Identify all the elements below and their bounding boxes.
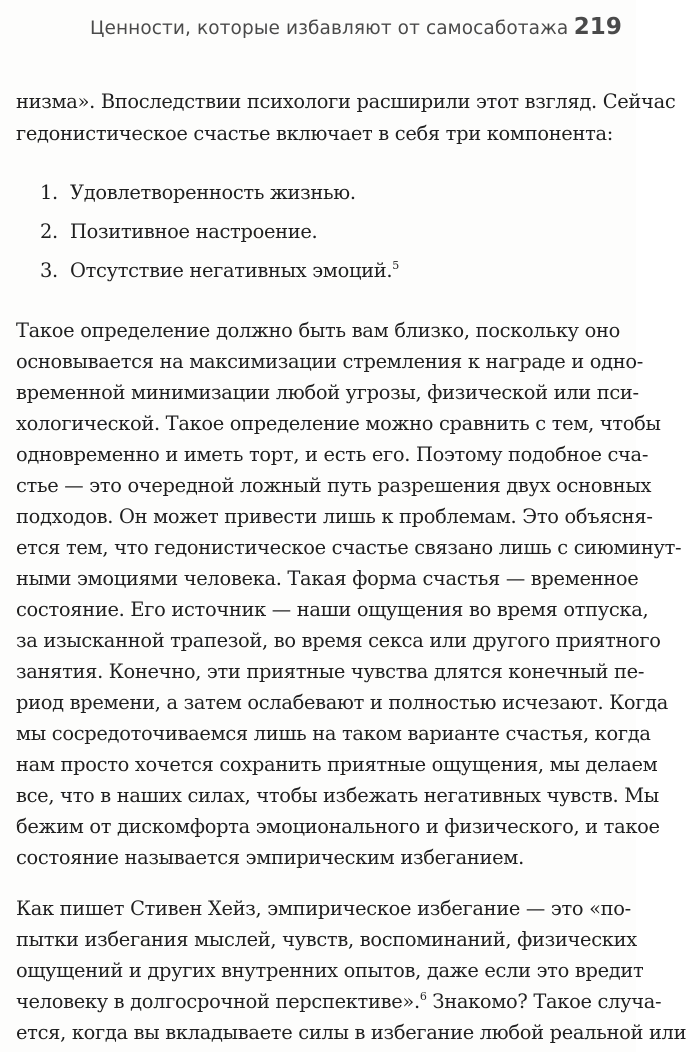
paragraph-line: основывается на максимизации стремления к награде и одно-: [16, 350, 644, 373]
paragraph-line: нам просто хочется сохранить приятные ощущения, мы делаем: [16, 753, 658, 776]
paragraph-line: все, что в наших силах, чтобы избежать негативных чувств. Мы: [16, 784, 659, 807]
paragraph-line: ется тем, что гедонистическое счастье связано лишь с сиюминут-: [16, 536, 682, 559]
paragraph-line: Как пишет Стивен Хейз, эмпирическое избегание — это «по-: [16, 897, 631, 920]
intro-line-2: гедонистическое счастье включает в себя три компонента:: [16, 122, 614, 145]
paragraph-line: хологической. Такое определение можно сравнить с тем, чтобы: [16, 412, 661, 435]
paragraph-line: риод времени, а затем ослабевают и полностью исчезают. Когда: [16, 691, 669, 714]
paragraph-line: бежим от дискомфорта эмоционального и физического, и такое: [16, 815, 660, 838]
list-item-2: [40, 217, 317, 247]
paragraph-line: пытки избегания мыслей, чувств, воспоминаний, физических: [16, 928, 637, 951]
list-text: Отсутствие негативных эмоций.: [70, 259, 393, 282]
paragraph-line: стье — это очередной ложный путь разрешения двух основных: [16, 474, 652, 497]
line-text: человеку в долгосрочной перспективе».: [16, 990, 420, 1013]
intro-line-1: низма». Впоследствии психологи расширили этот взгляд. Сейчас: [16, 90, 676, 113]
line-text: Знакомо? Такое случа-: [426, 990, 662, 1013]
list-text: Позитивное настроение.: [70, 220, 318, 243]
paragraph-line: занятия. Конечно, эти приятные чувства длятся конечный пе-: [16, 660, 645, 683]
paragraph-line: подходов. Он может привести лишь к проблемам. Это объясня-: [16, 505, 653, 528]
list-number: 3.: [40, 259, 58, 282]
list-number: 2.: [40, 220, 58, 243]
paragraph-line: ется, когда вы вкладываете силы в избегание любой реальной или: [16, 1021, 686, 1044]
paragraph-line: [16, 987, 662, 1017]
running-title: Ценности, которые избавляют от самосаботажа: [90, 18, 569, 39]
paragraph-line: состояние называется эмпирическим избеганием.: [16, 846, 524, 869]
footnote-ref: 5: [392, 259, 399, 272]
footnote-ref: 6: [419, 990, 427, 1003]
paragraph-line: ными эмоциями человека. Такая форма счастья — временное: [16, 567, 639, 590]
paragraph-line: мы сосредоточиваемся лишь на таком варианте счастья, когда: [16, 722, 651, 745]
list-number: 1.: [40, 181, 58, 204]
page-number: 219: [573, 14, 622, 40]
paragraph-line: Такое определение должно быть вам близко, поскольку оно: [16, 319, 620, 342]
list-item-3: [40, 256, 399, 286]
paragraph-line: за изысканной трапезой, во время секса или другого приятного: [16, 629, 661, 652]
list-text: Удовлетворенность жизнью.: [70, 181, 356, 204]
paragraph-line: состояние. Его источник — наши ощущения во время отпуска,: [16, 598, 649, 621]
running-head: [90, 12, 622, 46]
list-item-1: [40, 178, 356, 208]
paragraph-line: одновременно и иметь торт, и есть его. Поэтому подобное сча-: [16, 443, 649, 466]
paragraph-line: ощущений и других внутренних опытов, даже если это вредит: [16, 959, 644, 982]
paragraph-line: временной минимизации любой угрозы, физической или пси-: [16, 381, 639, 404]
